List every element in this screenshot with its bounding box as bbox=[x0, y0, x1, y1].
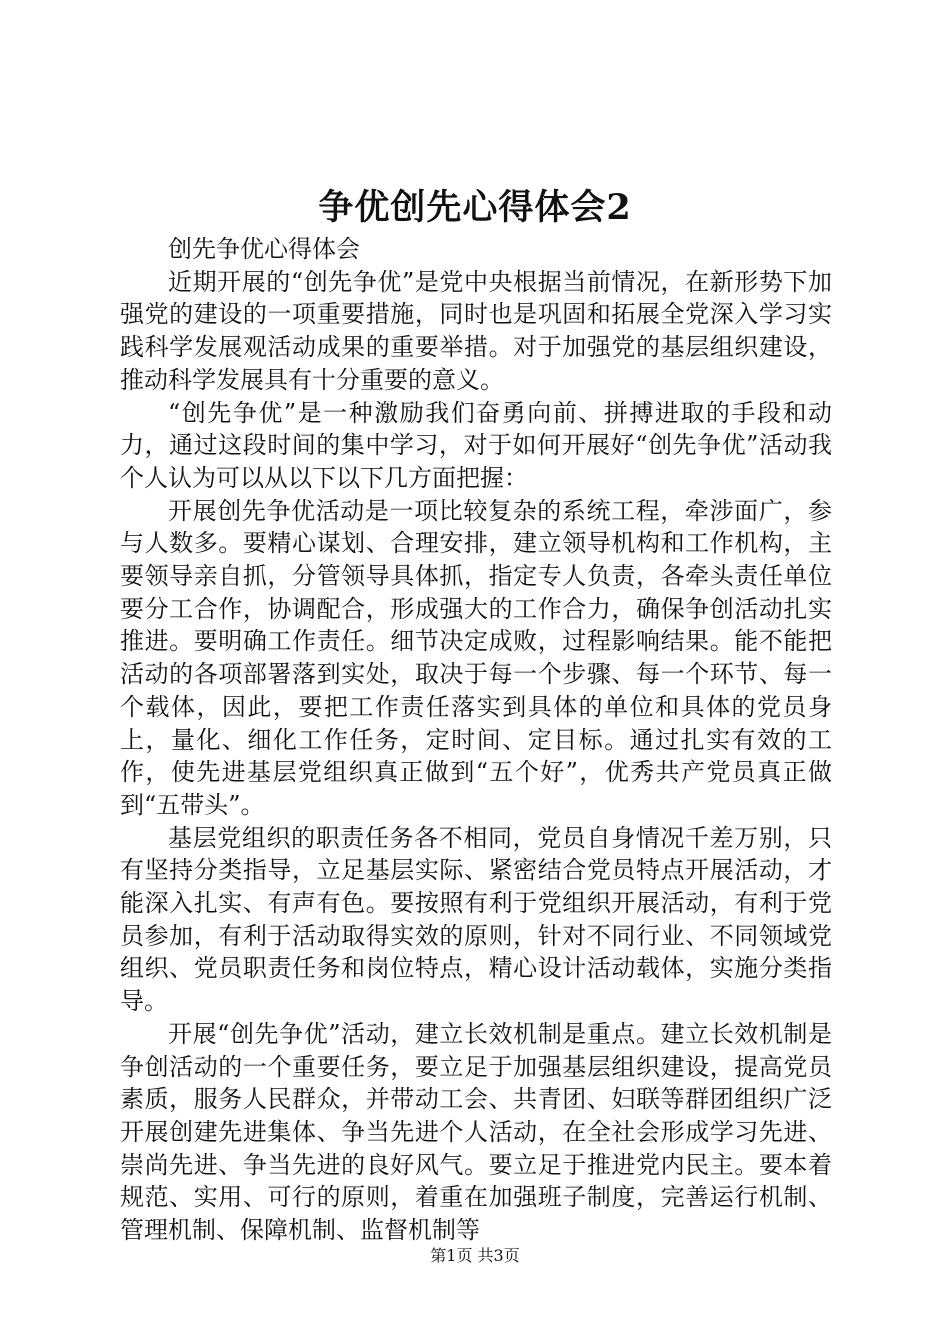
body-paragraph: 开展“创先争优”活动，建立长效机制是重点。建立长效机制是争创活动的一个重要任务，要立足于加强基层组织建设，提高党员素质，服务人民群众，并带动工会、共青团、妇联等群团组织广泛开展创建先进集体、争当先进个人活动，在全社会形成学习先进、崇尚先进、争当先进的良好风气。要立足于推进党内民主。要本着规范、实用、可行的原则，着重在加强班子制度，完善运行机制、管理机制、保障机制、监督机制等 bbox=[120, 1019, 832, 1245]
body-paragraph: 近期开展的“创先争优”是党中央根据当前情况，在新形势下加强党的建设的一项重要措施，同时也是巩固和拓展全党深入学习实践科学发展观活动成果的重要举措。对于加强党的基层组织建设，推动科学发展具有十分重要的意义。 bbox=[120, 267, 832, 394]
document-body bbox=[120, 233, 832, 1247]
subtitle-paragraph: 创先争优心得体会 bbox=[168, 235, 360, 263]
document-title: 争优创先心得体会2 bbox=[318, 187, 632, 228]
page-number-footer: 第1页 共3页 bbox=[430, 1246, 520, 1265]
body-paragraph: 基层党组织的职责任务各不相同，党员自身情况千差万别，只有坚持分类指导，立足基层实际、紧密结合党员特点开展活动，才能深入扎实、有声有色。要按照有利于党组织开展活动，有利于党员参加，有利于活动取得实效的原则，针对不同行业、不同领域党组织、党员职责任务和岗位特点，精心设计活动载体，实施分类指导。 bbox=[120, 823, 832, 1016]
body-paragraph: 开展创先争优活动是一项比较复杂的系统工程，牵涉面广，参与人数多。要精心谋划、合理安排，建立领导机构和工作机构，主要领导亲自抓，分管领导具体抓，指定专人负责，各牵头责任单位要分工合作，协调配合，形成强大的工作合力，确保争创活动扎实推进。要明确工作责任。细节决定成败，过程影响结果。能不能把活动的各项部署落到实处，取决于每一个步骤、每一个环节、每一个载体，因此，要把工作责任落实到具体的单位和具体的党员身上，量化、细化工作任务，定时间、定目标。通过扎实有效的工作，使先进基层党组织真正做到“五个好”，优秀共产党员真正做到“五带头”。 bbox=[120, 496, 832, 819]
body-paragraph: “创先争优”是一种激励我们奋勇向前、拼搏进取的手段和动力，通过这段时间的集中学习，对于如何开展好“创先争优”活动我个人认为可以从以下以下几方面把握： bbox=[120, 398, 832, 492]
